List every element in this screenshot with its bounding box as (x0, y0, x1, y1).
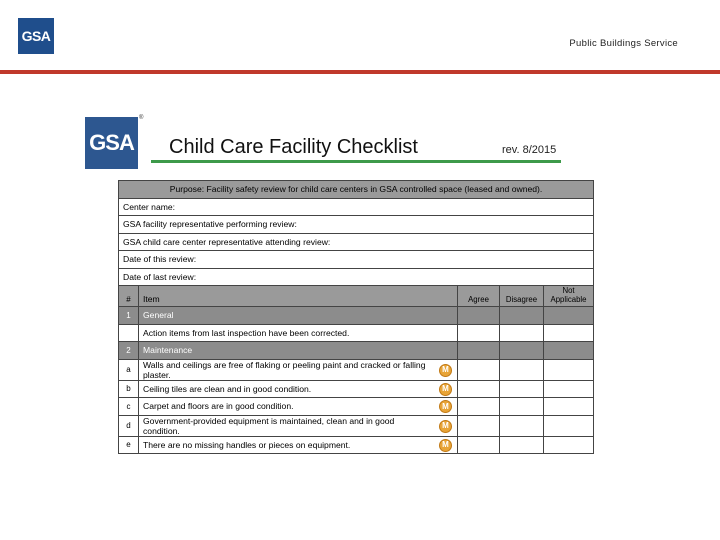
section-title: General (139, 307, 458, 325)
item-cell (139, 359, 458, 380)
item-text: Ceiling tiles are clean and in good condition. (143, 383, 312, 394)
section-row (119, 342, 594, 360)
gsa-logo-small: GSA (18, 18, 54, 54)
column-header-not-applicable: Not Applicable (544, 286, 594, 307)
section-number: 1 (119, 307, 139, 325)
item-cell (139, 398, 458, 416)
not-applicable-cell (544, 307, 594, 325)
maintenance-badge-icon: M (439, 439, 452, 452)
info-label: Center name: (119, 198, 594, 216)
agree-cell[interactable] (458, 398, 500, 416)
item-letter: b (119, 380, 139, 398)
agree-cell[interactable] (458, 324, 500, 342)
revision-label: rev. 8/2015 (502, 144, 557, 156)
disagree-cell[interactable] (500, 324, 544, 342)
maintenance-badge-icon: M (439, 420, 452, 433)
agree-cell[interactable] (458, 436, 500, 454)
column-header-item: Item (139, 286, 458, 307)
item-cell (139, 436, 458, 454)
maintenance-badge-icon: M (439, 383, 452, 396)
item-text: There are no missing handles or pieces on equipment. (143, 439, 351, 450)
info-label: GSA child care center representative attending review: (119, 233, 594, 251)
info-row (119, 251, 594, 269)
item-text: Action items from last inspection have been corrected. (139, 324, 458, 342)
checklist-row (119, 324, 594, 342)
disagree-cell[interactable] (500, 398, 544, 416)
section-number: 2 (119, 342, 139, 360)
checklist-document (85, 110, 605, 455)
item-cell (139, 380, 458, 398)
info-row (119, 268, 594, 286)
column-header-disagree: Disagree (500, 286, 544, 307)
item-letter: d (119, 415, 139, 436)
section-title: Maintenance (139, 342, 458, 360)
item-letter: a (119, 359, 139, 380)
item-letter: e (119, 436, 139, 454)
column-header-row (119, 286, 594, 307)
column-header-number: # (119, 286, 139, 307)
purpose-text: Purpose: Facility safety review for child care centers in GSA controlled space (leased and owned). (119, 181, 594, 199)
item-text: Carpet and floors are in good condition. (143, 401, 294, 412)
section-row (119, 307, 594, 325)
agree-cell (458, 307, 500, 325)
checklist-row (119, 380, 594, 398)
disagree-cell (500, 307, 544, 325)
info-label: Date of last review: (119, 268, 594, 286)
disagree-cell (500, 342, 544, 360)
purpose-row (119, 181, 594, 199)
info-label: Date of this review: (119, 251, 594, 269)
maintenance-badge-icon: M (439, 364, 452, 377)
agree-cell[interactable] (458, 359, 500, 380)
info-row (119, 216, 594, 234)
checklist-row (119, 398, 594, 416)
info-row (119, 198, 594, 216)
not-applicable-cell[interactable] (544, 359, 594, 380)
not-applicable-cell[interactable] (544, 324, 594, 342)
info-row (119, 233, 594, 251)
header-text: Public Buildings Service (569, 38, 678, 49)
item-letter: c (119, 398, 139, 416)
gsa-logo-large: GSA (85, 117, 138, 169)
checklist-table (118, 180, 594, 454)
disagree-cell[interactable] (500, 415, 544, 436)
not-applicable-cell[interactable] (544, 380, 594, 398)
agree-cell[interactable] (458, 415, 500, 436)
checklist-row (119, 436, 594, 454)
disagree-cell[interactable] (500, 436, 544, 454)
not-applicable-cell[interactable] (544, 415, 594, 436)
checklist-row (119, 359, 594, 380)
disagree-cell[interactable] (500, 359, 544, 380)
item-letter (119, 324, 139, 342)
item-cell (139, 415, 458, 436)
not-applicable-cell[interactable] (544, 436, 594, 454)
title-underline (151, 160, 561, 163)
registered-mark: ® (139, 115, 144, 121)
checklist-row (119, 415, 594, 436)
not-applicable-cell (544, 342, 594, 360)
item-text: Walls and ceilings are free of flaking or peeling paint and cracked or falling plaster. (143, 359, 426, 380)
maintenance-badge-icon: M (439, 400, 452, 413)
column-header-agree: Agree (458, 286, 500, 307)
info-label: GSA facility representative performing review: (119, 216, 594, 234)
header-divider (0, 70, 720, 74)
not-applicable-cell[interactable] (544, 398, 594, 416)
disagree-cell[interactable] (500, 380, 544, 398)
agree-cell[interactable] (458, 380, 500, 398)
agree-cell (458, 342, 500, 360)
item-text: Government-provided equipment is maintained, clean and in good condition. (143, 415, 395, 436)
document-title: Child Care Facility Checklist (169, 136, 418, 158)
